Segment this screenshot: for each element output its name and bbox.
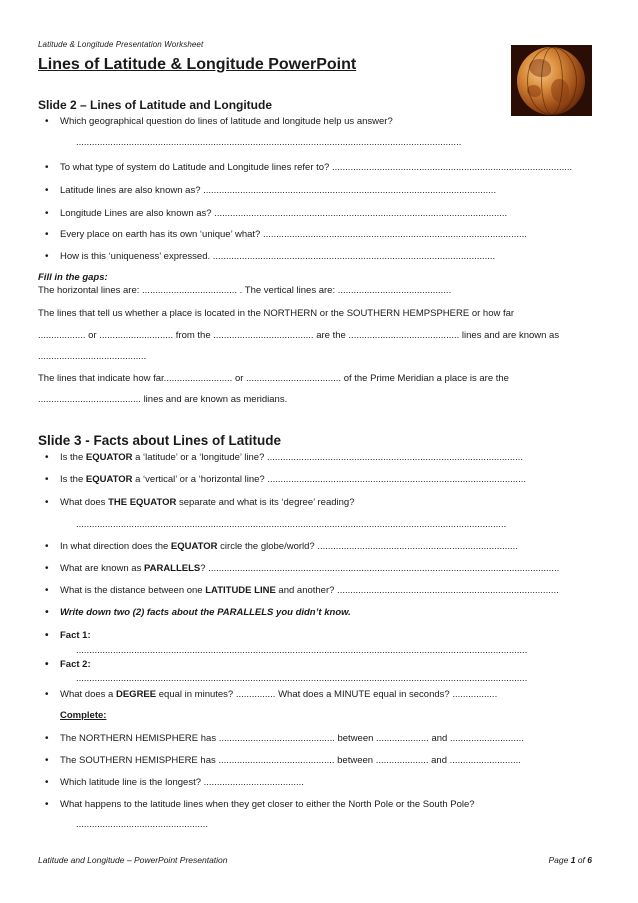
fill-gaps-line-1[interactable]: The horizontal lines are: .................................... . The vertical lines are: ...........................................	[38, 285, 452, 296]
fill-gaps-line-4[interactable]: .........................................	[38, 351, 147, 362]
fill-gaps-line-3[interactable]: .................. or ............................ from the ...................................... are the .......................................... lines and are known as	[38, 330, 560, 341]
page-title: Lines of Latitude & Longitude PowerPoint	[38, 56, 357, 73]
worksheet-header: Latitude & Longitude Presentation Worksheet	[38, 40, 204, 49]
complete-item-1[interactable]: • The NORTHERN HEMISPHERE has ............................................ between .................... and ............................	[60, 733, 524, 744]
answer-line[interactable]: ...................................................................................................................................................................	[76, 519, 507, 530]
slide3-question-3: • What does THE EQUATOR separate and what is its ‘degree’ reading?	[60, 497, 354, 508]
slide3-heading: Slide 3 - Facts about Lines of Latitude	[38, 433, 282, 448]
slide2-question-2[interactable]: • To what type of system do Latitude and Longitude lines refer to? ...........................................................................................	[60, 162, 572, 173]
fact-1-label: • Fact 1:	[60, 630, 91, 641]
slide2-question-5[interactable]: • Every place on earth has its own ‘unique’ what? ....................................................................................................	[60, 229, 527, 240]
slide3-question-4[interactable]: • In what direction does the EQUATOR circle the globe/world? ............................................................................	[60, 541, 518, 552]
page-number: Page 1 of 6	[548, 855, 592, 865]
fill-gaps-line-2: The lines that tell us whether a place is located in the NORTHERN or the SOUTHERN HEMPSPHERE or how far	[38, 308, 515, 319]
slide2-question-3[interactable]: • Latitude lines are also known as? ...............................................................................................................	[60, 185, 496, 196]
globe-image	[511, 45, 592, 116]
slide3-question-1[interactable]: • Is the EQUATOR a ‘latitude’ or a ‘longitude’ line? .................................................................................................	[60, 452, 523, 463]
footer-title: Latitude and Longitude – PowerPoint Presentation	[38, 855, 228, 865]
answer-line[interactable]: ...........................................................................................................................................................................	[76, 673, 528, 684]
slide3-question-5[interactable]: • What are known as PARALLELS? .....................................................................................................................................	[60, 563, 559, 574]
complete-heading: Complete:	[60, 710, 107, 721]
complete-item-2[interactable]: • The SOUTHERN HEMISPHERE has ............................................ between .................... and ...........................	[60, 755, 521, 766]
slide2-question-6[interactable]: • How is this ‘uniqueness’ expressed. ...........................................................................................................	[60, 251, 495, 262]
slide2-question-1: • Which geographical question do lines of latitude and longitude help us answer?	[60, 116, 393, 127]
fill-gaps-heading: Fill in the gaps:	[38, 272, 108, 283]
fill-gaps-line-5[interactable]: The lines that indicate how far.......................... or .................................... of the Prime Meridian a place is are the	[38, 373, 509, 384]
slide3-question-8[interactable]: • What does a DEGREE equal in minutes? ............... What does a MINUTE equal in seconds? .................	[60, 689, 497, 700]
answer-line[interactable]: ..................................................	[76, 819, 208, 830]
complete-item-4: • What happens to the latitude lines when they get closer to either the North Pole or the South Pole?	[60, 799, 475, 810]
answer-line[interactable]: ...........................................................................................................................................................................	[76, 645, 528, 656]
slide2-heading: Slide 2 – Lines of Latitude and Longitude	[38, 98, 273, 112]
slide3-question-6[interactable]: • What is the distance between one LATITUDE LINE and another? ....................................................................................	[60, 585, 559, 596]
slide3-question-7: • Write down two (2) facts about the PARALLELS you didn’t know.	[60, 607, 351, 618]
slide3-question-2[interactable]: • Is the EQUATOR a ‘vertical’ or a ‘horizontal line? ..................................................................................................	[60, 474, 526, 485]
complete-item-3[interactable]: • Which latitude line is the longest? ......................................	[60, 777, 304, 788]
fill-gaps-line-6[interactable]: ....................................... lines and are known as meridians.	[38, 394, 288, 405]
answer-line[interactable]: ..................................................................................................................................................	[76, 137, 462, 148]
slide2-question-4[interactable]: • Longitude Lines are also known as? ...............................................................................................................	[60, 208, 507, 219]
fact-2-label: • Fact 2:	[60, 659, 91, 670]
